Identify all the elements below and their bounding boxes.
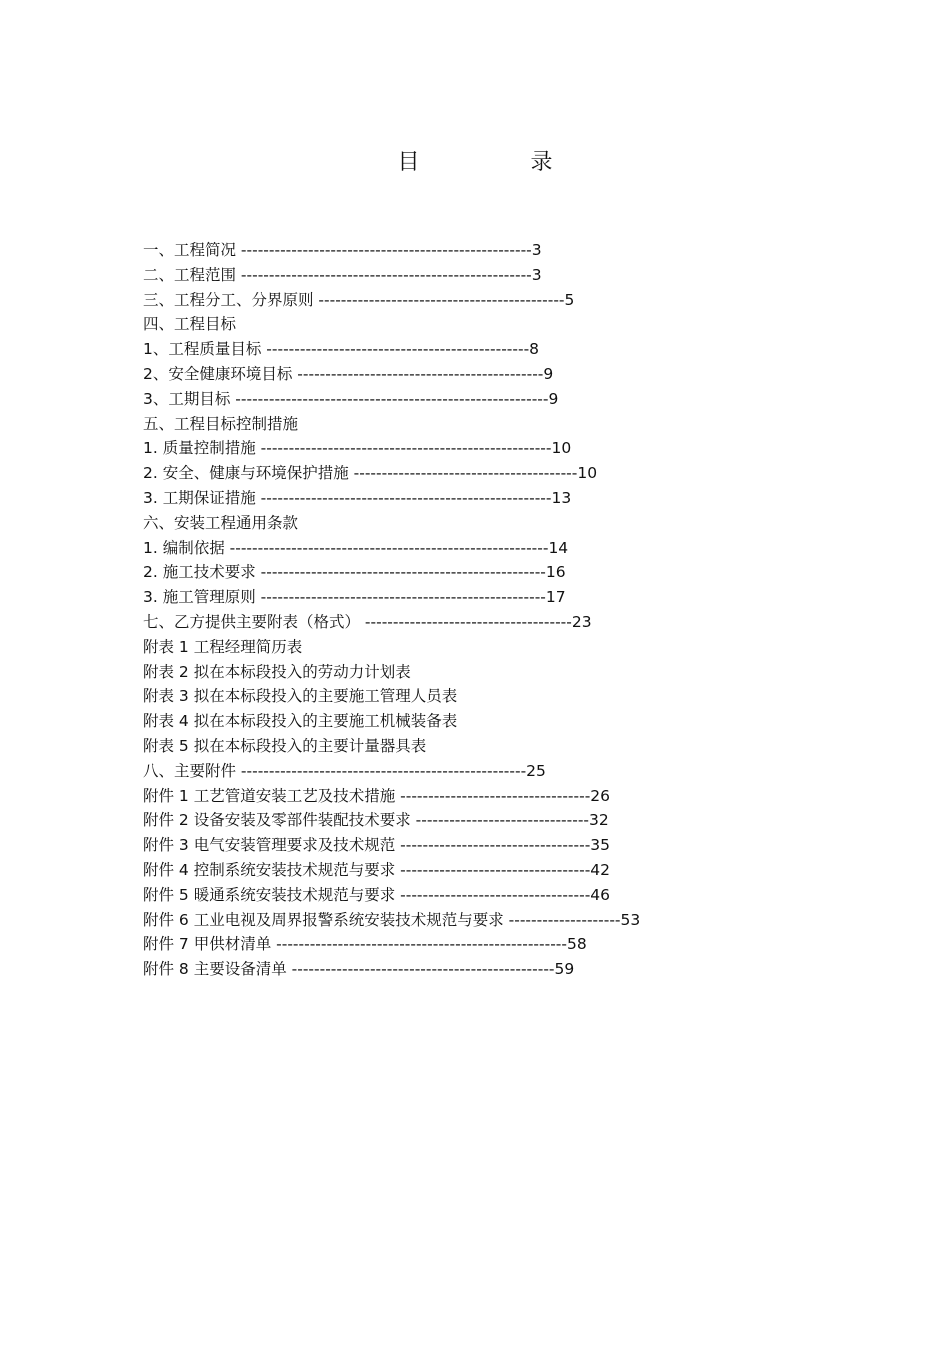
toc-entry[interactable]: 1、工程质量目标 -----------------------------------------------8 bbox=[143, 340, 540, 359]
toc-entry[interactable]: 附件 4 控制系统安装技术规范与要求 ----------------------------------42 bbox=[143, 860, 611, 879]
toc-entry[interactable]: 附表 4 拟在本标段投入的主要施工机械装备表 bbox=[143, 712, 458, 731]
toc-entry[interactable]: 八、主要附件 ---------------------------------------------------25 bbox=[143, 761, 546, 780]
toc-entry[interactable]: 2、安全健康环境目标 --------------------------------------------9 bbox=[143, 364, 554, 383]
toc-entry[interactable]: 附件 3 电气安装管理要求及技术规范 ----------------------------------35 bbox=[143, 836, 611, 855]
toc-entry[interactable]: 附表 5 拟在本标段投入的主要计量器具表 bbox=[143, 736, 427, 755]
toc-entry[interactable]: 附表 3 拟在本标段投入的主要施工管理人员表 bbox=[143, 687, 458, 706]
toc-entry[interactable]: 2. 施工技术要求 ---------------------------------------------------16 bbox=[143, 563, 566, 582]
toc-entry[interactable]: 2. 安全、健康与环境保护措施 ----------------------------------------10 bbox=[143, 464, 598, 483]
toc-entry[interactable]: 一、工程简况 ----------------------------------------------------3 bbox=[143, 241, 542, 259]
toc-entry[interactable]: 五、工程目标控制措施 bbox=[143, 414, 299, 433]
toc-entry[interactable]: 附件 6 工业电视及周界报警系统安装技术规范与要求 --------------------53 bbox=[143, 910, 641, 929]
toc-entry[interactable]: 3. 工期保证措施 ----------------------------------------------------13 bbox=[143, 488, 572, 507]
toc-entry[interactable]: 附件 5 暖通系统安装技术规范与要求 ----------------------------------46 bbox=[143, 885, 611, 904]
toc-title: 目 录 bbox=[397, 150, 605, 175]
toc-entry[interactable]: 附表 1 工程经理简历表 bbox=[143, 637, 303, 656]
toc-entry[interactable]: 四、工程目标 bbox=[143, 315, 237, 334]
toc-entry[interactable]: 附表 2 拟在本标段投入的劳动力计划表 bbox=[143, 662, 411, 681]
toc-entry[interactable]: 3、工期目标 --------------------------------------------------------9 bbox=[143, 389, 559, 408]
toc-entry[interactable]: 三、工程分工、分界原则 --------------------------------------------5 bbox=[143, 290, 575, 309]
toc-entry[interactable]: 附件 7 甲供材清单 ----------------------------------------------------58 bbox=[143, 935, 587, 954]
table-of-contents bbox=[143, 238, 843, 982]
toc-entry[interactable]: 3. 施工管理原则 ---------------------------------------------------17 bbox=[143, 588, 566, 607]
toc-entry[interactable]: 1. 质量控制措施 ----------------------------------------------------10 bbox=[143, 439, 572, 458]
toc-entry[interactable]: 二、工程范围 ----------------------------------------------------3 bbox=[143, 265, 542, 284]
toc-entry[interactable]: 七、乙方提供主要附表（格式） -------------------------------------23 bbox=[143, 612, 592, 631]
toc-entry[interactable]: 附件 2 设备安装及零部件装配技术要求 -------------------------------32 bbox=[143, 811, 609, 830]
toc-entry[interactable]: 1. 编制依据 ---------------------------------------------------------14 bbox=[143, 538, 569, 557]
toc-entry[interactable]: 附件 1 工艺管道安装工艺及技术措施 ----------------------------------26 bbox=[143, 786, 611, 805]
toc-entry[interactable]: 六、安装工程通用条款 bbox=[143, 513, 299, 532]
toc-entry[interactable]: 附件 8 主要设备清单 -----------------------------------------------59 bbox=[143, 960, 575, 979]
